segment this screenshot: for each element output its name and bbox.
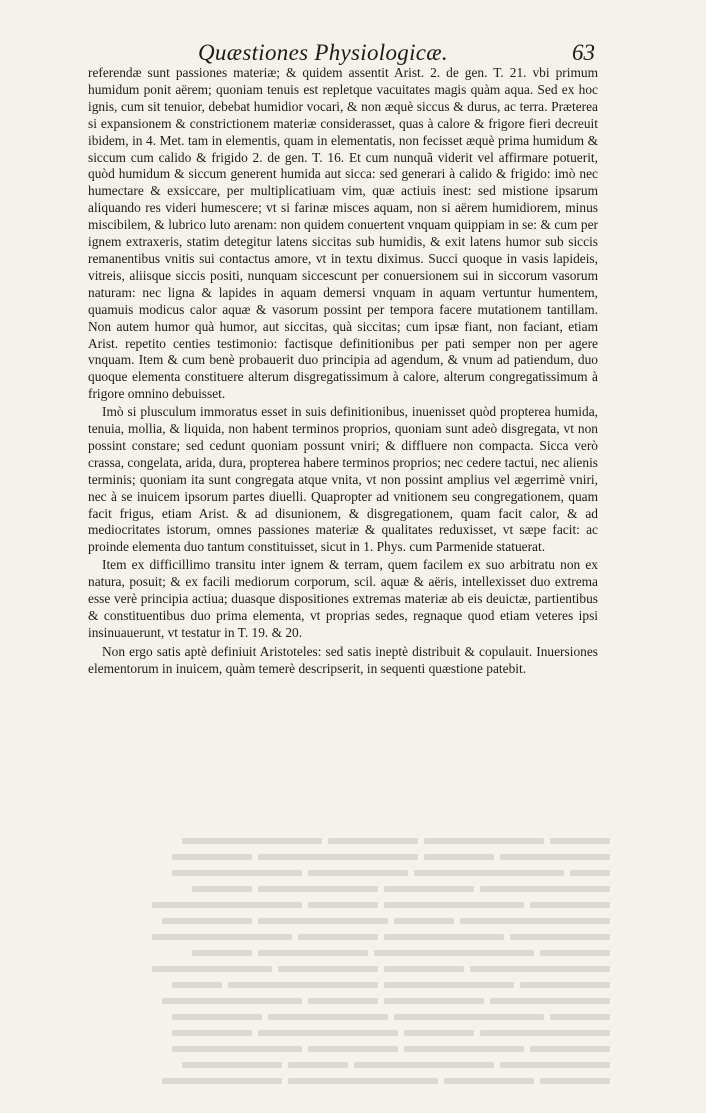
paragraph-3: Item ex difficillimo transitu inter ignem & terram, quem facilem ex suo arbitratu non ex natura, posuit; & ex facili mediorum corporum, scil. aquæ & aëris, intellexisset duo extrema esse verè principia actiua; duasque dispositiones extremas materiæ ab eis deuictæ, partientibus & constituentibus duo prima elementa, vt proprias sedes, regnaque quod etiam veteres ipsi insinuauerunt, vt testatur in T. 19. & 20. (88, 557, 598, 640)
body-text (88, 65, 598, 678)
paragraph-2: Imò si plusculum immoratus esset in suis definitionibus, inuenisset quòd propterea humida, tenuia, mollia, & liquida, non habent terminos proprios, quoniam sunt adeò disgregata, vt non possint constare; sed cedunt quoniam possunt vniri; & diffluere non compacta. Sicca verò crassa, congelata, arida, dura, propterea habere terminos proprios; nec cedere tactui, nec alienis terminis; quoniam ita sunt congregata atque vnita, vt non possint amplius vel ægerrimè vniri, nec à se inuicem ipsorum partes diuelli. Quapropter ad vnitionem seu congregationem, quam facit frigus, etiam Arist. & ad disunionem, & disgregationem, quam facit calor, & ad mediocritates istorum, omnes passiones materiæ & qualitates reduxisset, vt sæpe facit: ac proinde elementa duo tantum constituisset, sicut in 1. Phys. cum Parmenide statuerat. (88, 404, 598, 555)
show-through-texture (120, 832, 610, 1092)
page-number: 63 (572, 40, 595, 65)
paragraph-1: referendæ sunt passiones materiæ; & quidem assentit Arist. 2. de gen. T. 21. vbi primum humidum ponit aërem; quoniam tenuis est repletque vacuitates magis quàm aqua. Sed ex hoc ignis, cum sit tenuior, debebat humidior vocari, & non æquè siccus & durus, ac terra. Præterea si expansionem & constrictionem materiæ considerasset, quas à calore & frigore fieri decreuit ibidem, in 4. Met. tam in elementis, quam in elementatis, non fecisset æquè prima humidum & siccum cum calido & frigido 2. de gen. T. 16. Et cum nunquã viderit vel affirmare potuerit, quòd humidum & siccum generent humida aut sicca: sed generari à calido & frigido: imò nec humectare & exsiccare, per multiplicatiuam vim, quæ actiuis inest: sed mistione ipsarum aliquando res videri humescere; vt si farinæ misces aquam, non si aërem humidiorem, minus miscibilem, & lubrico luto arenam: non quidem conuertent vnquam quippiam in se: & cum per ignem extraxeris, statim detegitur latens siccitas sub humidis, & exit latens humor sub siccis remanentibus vnitis sui contactus amore, vt in textu diximus. Succi quoque in vasis lapideis, vitreis, aliisque siccis positi, nunquam siccescunt per conuersionem sui in siccorum vasorum naturam: nec ligna & lapides in aquam demersi vnquam in aquam vertuntur humentem, quamuis modicus calor aquæ & vasorum possint per tempora facere mutationem tantillam. Non autem humor quà humor, aut siccitas, quà siccitas; cum ipsæ fiant, non faciant, etiam Arist. repetito centies testimonio: factisque definitionibus per pati semper non per agere vnquam. Item & cum benè probauerit duo principia ad agendum, & vnum ad patiendum, duo quoque elementa constituere alterum disgregatissimum à calore, alterum congregatissimum à frigore omnino debuisset. (88, 65, 598, 402)
running-title: Quæstiones Physiologicæ. (198, 40, 448, 65)
paragraph-4: Non ergo satis aptè definiuit Aristoteles: sed satis ineptè distribuit & copulauit. Inuersiones elementorum in inuicem, quàm temerè descripserit, in sequenti quæstione patebit. (88, 643, 598, 676)
